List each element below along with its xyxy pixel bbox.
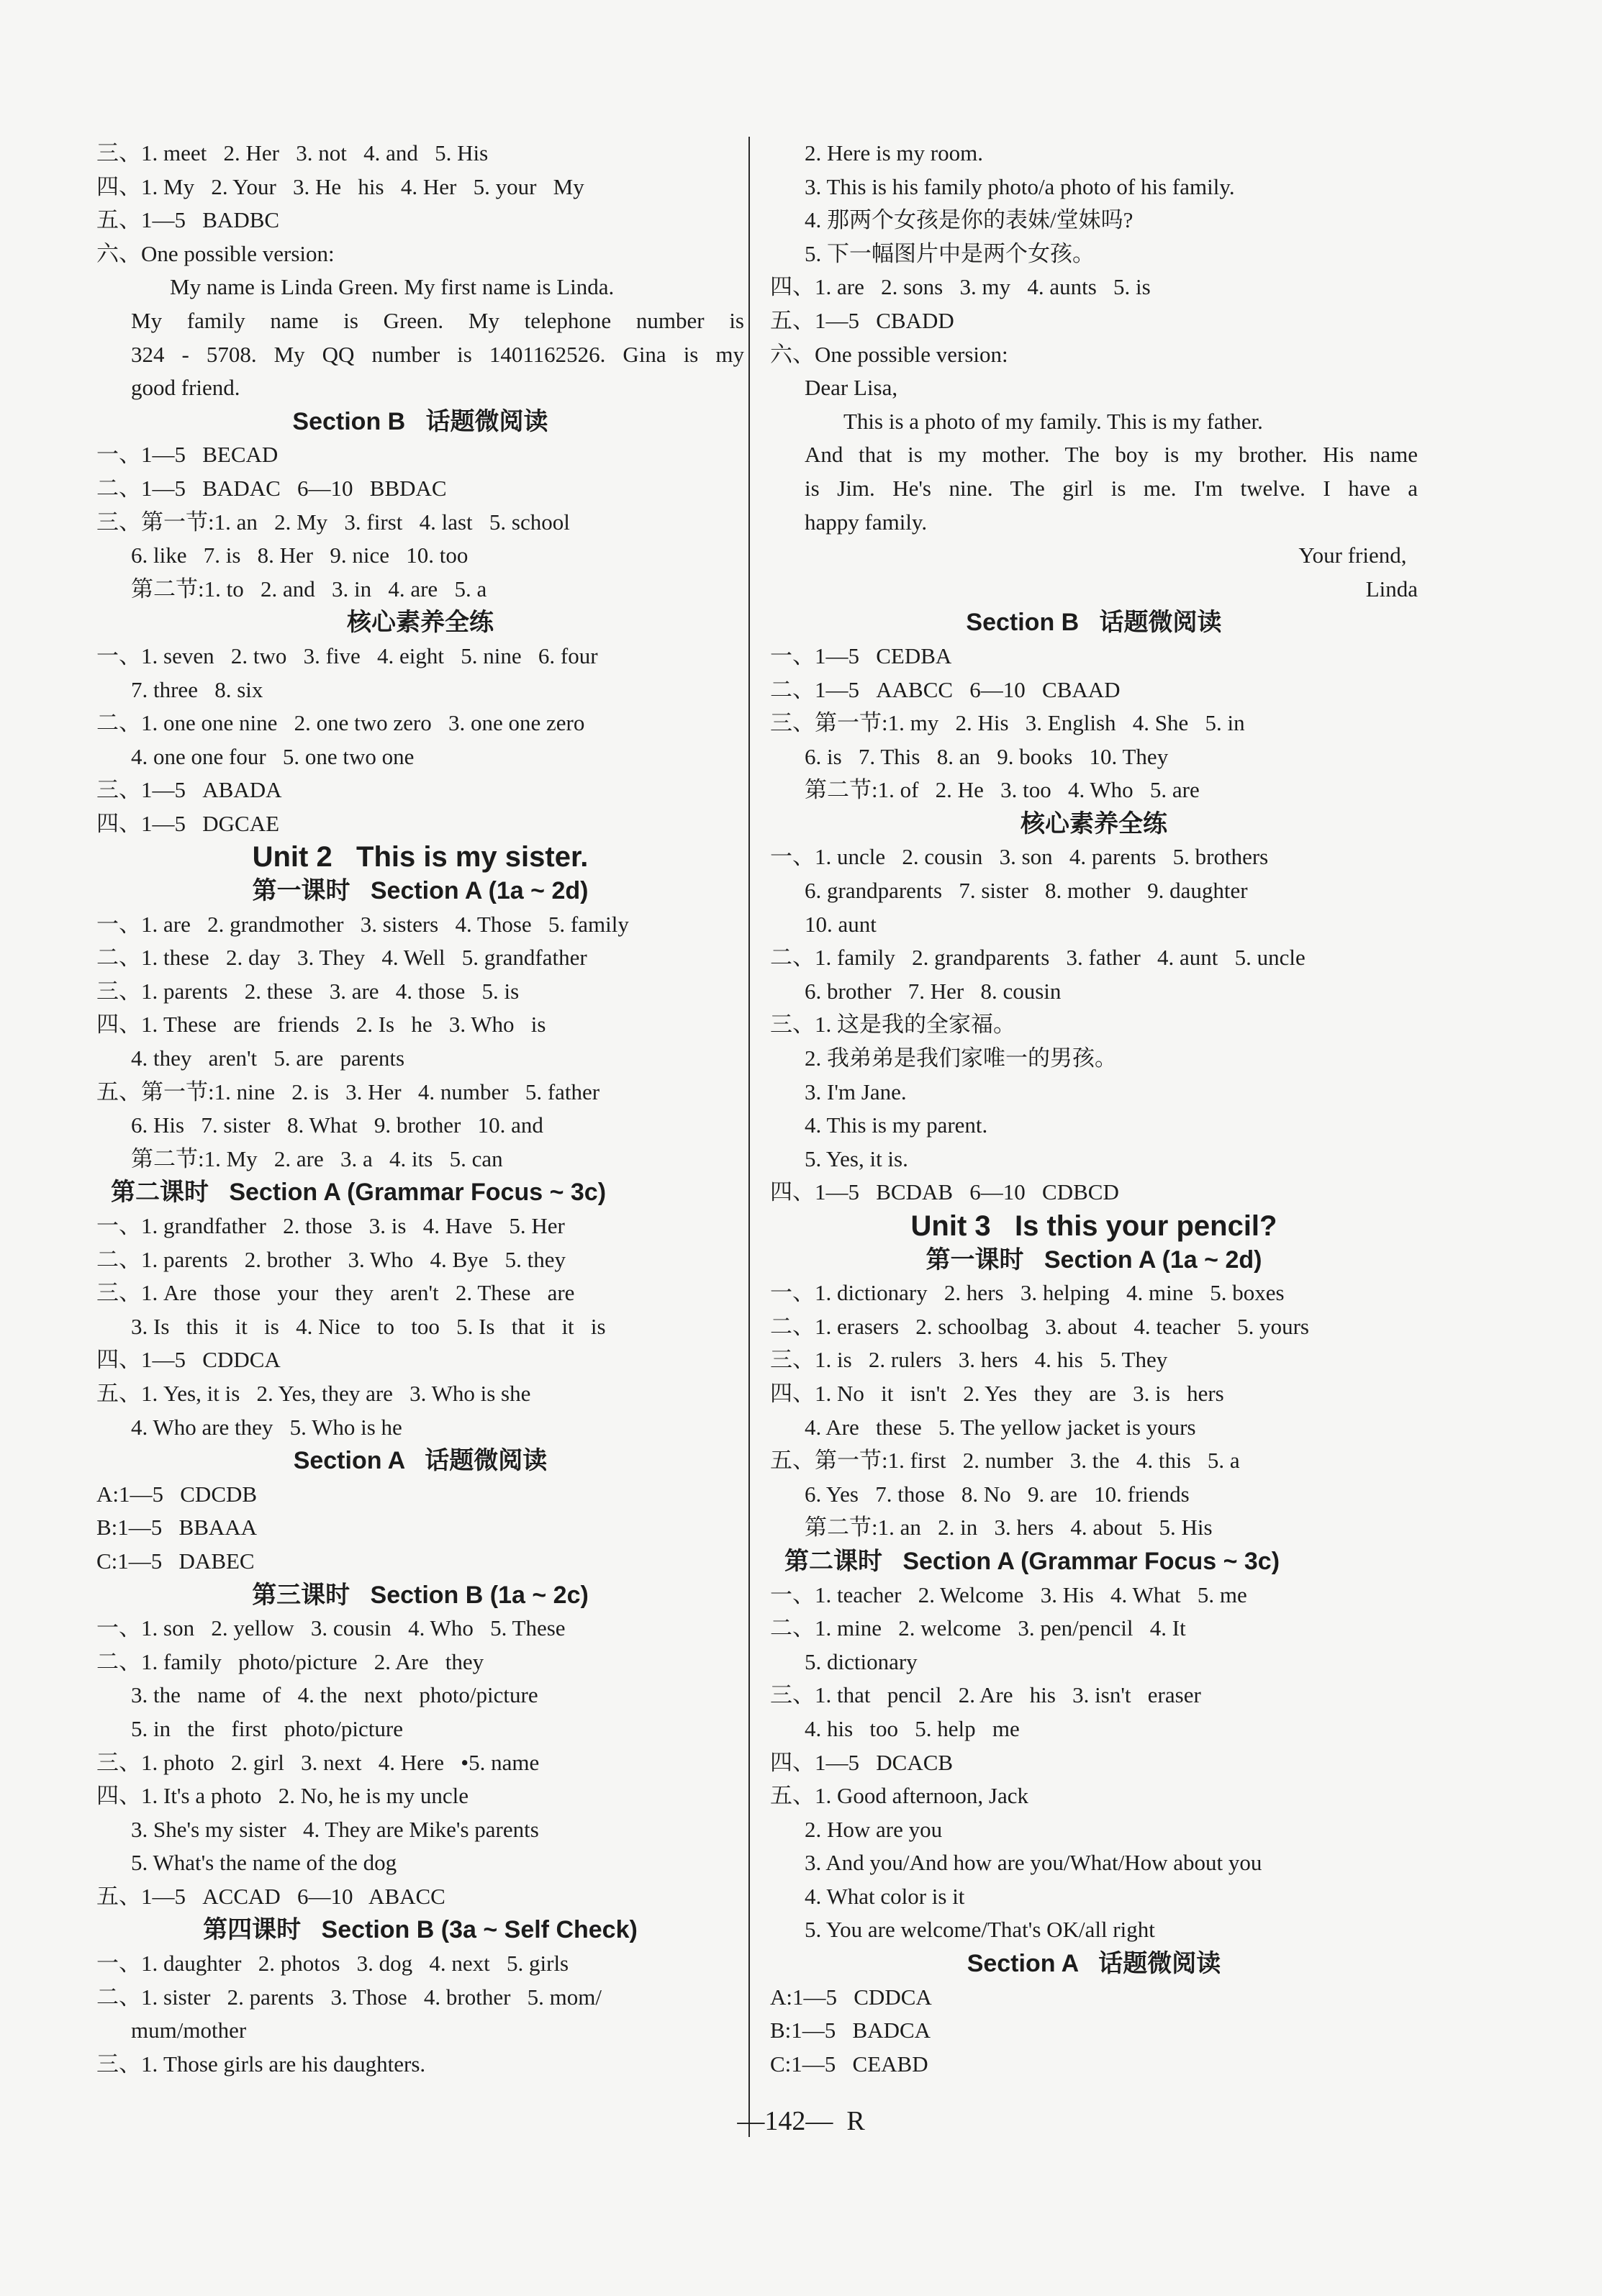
answer-line: 第二节:1. an 2. in 3. hers 4. about 5. His <box>805 1515 1213 1541</box>
answer-line: 四、1. No it isn't 2. Yes they are 3. is hers <box>770 1380 1224 1406</box>
answer-line: 三、第一节:1. an 2. My 3. first 4. last 5. school <box>96 509 570 535</box>
answer-line: 3. And you/And how are you/What/How about you <box>805 1850 1262 1876</box>
answer-line: 二、1. these 2. day 3. They 4. Well 5. grandfather <box>96 945 587 971</box>
answer-line: 5. You are welcome/That's OK/all right <box>805 1917 1155 1943</box>
answer-line: 3. the name of 4. the next photo/picture <box>131 1682 538 1708</box>
signature-line: Your friend, <box>1298 543 1418 568</box>
watermark-stamp <box>1119 745 1213 809</box>
answer-line: 三、1. Are those your they aren't 2. These are <box>96 1280 575 1306</box>
answer-line: 7. three 8. six <box>131 676 263 702</box>
answer-line: 6. brother 7. Her 8. cousin <box>805 978 1062 1004</box>
answer-line: 五、1—5 CBADD <box>770 307 954 333</box>
answer-line: 四、1—5 DCACB <box>770 1749 954 1775</box>
answer-line: 三、1—5 ABADA <box>96 777 282 803</box>
paragraph-line: And that is my mother. The boy is my brother. His name <box>805 442 1418 468</box>
answer-line: 四、1. are 2. sons 3. my 4. aunts 5. is <box>770 274 1151 300</box>
section-heading: 第四课时 Section B (3a ~ Self Check) <box>203 1916 638 1944</box>
section-heading: Section B 话题微阅读 <box>292 407 548 435</box>
answer-line: A:1—5 CDCDB <box>96 1481 258 1507</box>
answer-line: 2. How are you <box>805 1816 943 1842</box>
answer-line: 四、1. It's a photo 2. No, he is my uncle <box>96 1783 469 1809</box>
answer-line: 三、1. 这是我的全家福。 <box>770 1012 1015 1038</box>
column-divider <box>748 137 750 2137</box>
answer-line: 一、1. daughter 2. photos 3. dog 4. next 5. girls <box>96 1951 569 1977</box>
answer-line: 4. This is my parent. <box>805 1112 988 1138</box>
answer-line: 二、1. family 2. grandparents 3. father 4. aunt 5. uncle <box>770 945 1305 971</box>
section-heading: 核心素养全练 <box>1021 809 1167 838</box>
answer-line: 一、1. are 2. grandmother 3. sisters 4. Those 5. family <box>96 911 629 937</box>
signature-line: Linda <box>1365 576 1418 602</box>
answer-line: 5. dictionary <box>805 1648 918 1674</box>
answer-line: happy family. <box>805 509 928 535</box>
answer-line: 三、第一节:1. my 2. His 3. English 4. She 5. in <box>770 710 1245 736</box>
unit-heading: Unit 2 This is my sister. <box>252 841 589 874</box>
answer-line: 六、One possible version: <box>770 341 1008 367</box>
answer-line: 二、1. one one nine 2. one two zero 3. one one zero <box>96 710 585 736</box>
answer-line: 五、1—5 BADBC <box>96 207 280 233</box>
section-heading: 核心素养全练 <box>347 609 494 637</box>
answer-line: 一、1. teacher 2. Welcome 3. His 4. What 5. me <box>770 1582 1247 1607</box>
answer-line: 五、1. Yes, it is 2. Yes, they are 3. Who is she <box>96 1380 531 1406</box>
answer-line: 五、1—5 ACCAD 6—10 ABACC <box>96 1883 445 1909</box>
answer-line: 三、1. parents 2. these 3. are 4. those 5. is <box>96 978 520 1004</box>
answer-line: 三、1. is 2. rulers 3. hers 4. his 5. They <box>770 1347 1168 1373</box>
answer-line: 6. Yes 7. those 8. No 9. are 10. friends <box>805 1481 1190 1507</box>
answer-line: 4. one one four 5. one two one <box>131 743 415 769</box>
answer-line: 一、1. uncle 2. cousin 3. son 4. parents 5. brothers <box>770 844 1269 870</box>
answer-line: A:1—5 CDDCA <box>770 1984 932 2010</box>
answer-line: 二、1—5 BADAC 6—10 BBDAC <box>96 475 447 501</box>
answer-line: 3. Is this it is 4. Nice to too 5. Is that it is <box>131 1313 606 1339</box>
answer-line: 5. 下一幅图片中是两个女孩。 <box>805 240 1095 266</box>
answer-line: 一、1. son 2. yellow 3. cousin 4. Who 5. These <box>96 1615 566 1641</box>
answer-line: good friend. <box>131 375 240 401</box>
answer-line: 三、1. that pencil 2. Are his 3. isn't eraser <box>770 1682 1201 1708</box>
answer-line: 10. aunt <box>805 911 877 937</box>
answer-line: 一、1. seven 2. two 3. five 4. eight 5. nine 6. four <box>96 643 598 668</box>
answer-line: 第二节:1. My 2. are 3. a 4. its 5. can <box>131 1145 503 1171</box>
answer-line: 4. 那两个女孩是你的表妹/堂妹吗? <box>805 207 1133 233</box>
answer-line: 五、第一节:1. first 2. number 3. the 4. this 5. a <box>770 1448 1240 1474</box>
answer-line: 3. I'm Jane. <box>805 1079 907 1104</box>
right-column <box>770 137 1418 2081</box>
paragraph-line: This is a photo of my family. This is my father. <box>843 408 1263 434</box>
answer-line: B:1—5 BADCA <box>770 2018 931 2043</box>
left-column <box>96 137 744 2081</box>
answer-line: 四、1. My 2. Your 3. He his 4. Her 5. your My <box>96 173 584 199</box>
answer-line: 二、1. parents 2. brother 3. Who 4. Bye 5. they <box>96 1246 566 1272</box>
answer-line: 三、1. Those girls are his daughters. <box>96 2051 426 2077</box>
paragraph-line: My family name is Green. My telephone number is <box>131 307 744 333</box>
answer-line: 5. Yes, it is. <box>805 1145 908 1171</box>
answer-line: 一、1—5 BECAD <box>96 442 279 468</box>
answer-line: 2. Here is my room. <box>805 140 983 165</box>
answer-line: 三、1. meet 2. Her 3. not 4. and 5. His <box>96 140 489 165</box>
unit-heading: Unit 3 Is this your pencil? <box>910 1210 1277 1242</box>
answer-line: 二、1. erasers 2. schoolbag 3. about 4. teacher 5. yours <box>770 1313 1309 1339</box>
answer-line: 五、1. Good afternoon, Jack <box>770 1783 1028 1809</box>
answer-line: 一、1. dictionary 2. hers 3. helping 4. mine 5. boxes <box>770 1280 1285 1306</box>
section-heading: 第一课时 Section A (1a ~ 2d) <box>926 1245 1262 1274</box>
page-footer: —142— R <box>737 2106 865 2136</box>
answer-line: 二、1. family photo/picture 2. Are they <box>96 1648 484 1674</box>
answer-line: 4. Are these 5. The yellow jacket is yours <box>805 1414 1196 1440</box>
answer-line: 五、第一节:1. nine 2. is 3. Her 4. number 5. father <box>96 1079 600 1104</box>
answer-line: 5. in the first photo/picture <box>131 1715 403 1741</box>
answer-line: 6. like 7. is 8. Her 9. nice 10. too <box>131 543 469 568</box>
answer-line: 2. 我弟弟是我们家唯一的男孩。 <box>805 1045 1117 1071</box>
answer-line: 六、One possible version: <box>96 240 335 266</box>
answer-line: B:1—5 BBAAA <box>96 1515 258 1541</box>
answer-line: 4. Who are they 5. Who is he <box>131 1414 402 1440</box>
answer-line: Dear Lisa, <box>805 375 898 401</box>
answer-line: 二、1—5 AABCC 6—10 CBAAD <box>770 676 1121 702</box>
answer-line: 3. This is his family photo/a photo of his family. <box>805 173 1235 199</box>
answer-line: C:1—5 CEABD <box>770 2051 928 2077</box>
paragraph-line: My name is Linda Green. My first name is Linda. <box>170 274 615 300</box>
answer-line: 4. What color is it <box>805 1883 965 1909</box>
answer-line: mum/mother <box>131 2018 247 2043</box>
answer-line: 6. is 7. This 8. an 9. books 10. They <box>805 743 1169 769</box>
answer-line: 二、1. sister 2. parents 3. Those 4. brother 5. mom/ <box>96 1984 602 2010</box>
answer-line: 三、1. photo 2. girl 3. next 4. Here •5. name <box>96 1749 540 1775</box>
answer-line: 四、1—5 CDDCA <box>96 1347 281 1373</box>
answer-line: 5. What's the name of the dog <box>131 1850 397 1876</box>
section-heading: 第一课时 Section A (1a ~ 2d) <box>252 877 589 905</box>
section-heading: Section A 话题微阅读 <box>293 1447 548 1475</box>
answer-line: 一、1—5 CEDBA <box>770 643 952 668</box>
paragraph-line: 324 - 5708. My QQ number is 1401162526. Gina is my <box>131 341 744 367</box>
answer-line: 6. His 7. sister 8. What 9. brother 10. and <box>131 1112 543 1138</box>
answer-line: 6. grandparents 7. sister 8. mother 9. daughter <box>805 878 1248 904</box>
answer-line: 四、1—5 BCDAB 6—10 CDBCD <box>770 1179 1119 1205</box>
paragraph-line: is Jim. He's nine. The girl is me. I'm twelve. I have a <box>805 475 1418 501</box>
section-heading: 第二课时 Section A (Grammar Focus ~ 3c) <box>784 1547 1280 1575</box>
section-heading: Section A 话题微阅读 <box>967 1950 1221 1978</box>
answer-line: 3. She's my sister 4. They are Mike's parents <box>131 1816 539 1842</box>
section-heading: 第二课时 Section A (Grammar Focus ~ 3c) <box>111 1179 607 1207</box>
section-heading: Section B 话题微阅读 <box>966 609 1222 637</box>
answer-line: 二、1. mine 2. welcome 3. pen/pencil 4. It <box>770 1615 1186 1641</box>
answer-line: C:1—5 DABEC <box>96 1548 255 1574</box>
answer-line: 第二节:1. of 2. He 3. too 4. Who 5. are <box>805 777 1200 803</box>
answer-line: 一、1. grandfather 2. those 3. is 4. Have 5. Her <box>96 1213 565 1238</box>
answer-line: 第二节:1. to 2. and 3. in 4. are 5. a <box>131 576 487 602</box>
answer-line: 4. his too 5. help me <box>805 1715 1020 1741</box>
answer-line: 4. they aren't 5. are parents <box>131 1045 405 1071</box>
answer-line: 四、1. These are friends 2. Is he 3. Who is <box>96 1012 546 1038</box>
section-heading: 第三课时 Section B (1a ~ 2c) <box>252 1581 589 1609</box>
answer-line: 四、1—5 DGCAE <box>96 810 280 836</box>
